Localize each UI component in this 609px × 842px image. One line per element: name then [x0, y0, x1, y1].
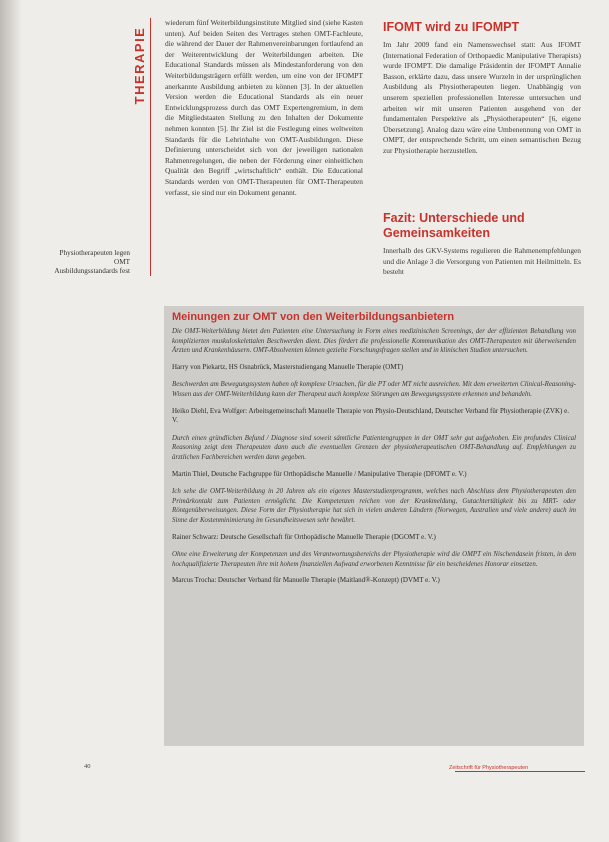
opinion-author: Rainer Schwarz: Deutsche Gesellschaft für Orthopädische Manuelle Therapie (DGOMT e. V.) — [172, 532, 436, 541]
section-divider — [150, 18, 151, 276]
body-column-right-fazit: Innerhalb des GKV-Systems regulieren die Rahmenempfehlungen und die Anlage 3 die Versorgung von Patienten mit Heilmitteln. Es besteht — [383, 246, 581, 277]
opinion-quote: Durch einen gründlichen Befund / Diagnose sind soweit sämtliche Patientengruppen in der OMT sehr gut aufgehoben. Ein profundes Clinical Reasoning zeigt dem Therapeuten dann auch die eventuellen Grenzen der physiotherapeutischen OMT-Behandlung auf. Empfehlungen zu ärztlichen Fachbereichen werden dann gegeben. — [172, 434, 576, 461]
opinion-author: Harry von Piekartz, HS Osnabrück, Masterstudiengang Manuelle Therapie (OMT) — [172, 362, 404, 371]
opinion-quote: Ohne eine Erweiterung der Kompetenzen und des Verantwortungsbereichs der Physiotherapie wird die OMPT ein Nischendasein fristen, in dem hochqualifizierte Therapeuten ihre mit hohem finanziellen Aufwand erworbenen Kenntnisse für ein bescheidenes Honorar einsetzen. — [172, 551, 576, 568]
opinion-author: Heiko Diehl, Eva Wolfger: Arbeitsgemeinschaft Manuelle Therapie von Physio-Deutschland, Deutscher Verband für Physiotherapie (ZVK) e. V. — [172, 406, 569, 425]
opinions-list — [172, 327, 576, 594]
opinion-author: Martin Thiel, Deutsche Fachgruppe für Orthopädische Manuelle / Manipulative Therapie (DFOMT e. V.) — [172, 469, 467, 478]
page-number: 40 — [84, 763, 91, 770]
heading-ifomt: IFOMT wird zu IFOMPT — [383, 20, 520, 34]
body-column-left: wiederum fünf Weiterbildungsinstitute Mitglied sind (siehe Kasten unten). Auf beiden Seiten des Vertrages stehen OMT-Fachleute, die während der Dauer der Rahmenvereinbarungen fortlaufend an der Weiterentwicklung der Weiterbildungen arbeiten. Die Educational Standards müssen als Mindestanforderung von den Weiterbildungsträgern erfüllt werden, um eine von der IFOMPT anerkannte Ausbildung anbieten zu können [3]. In der aktuellen Version werden die Educational Standards als ein neuer Entwicklungsprozess durch das OMT Expertengremium, in dem die Mitgliedstaaten Stellung zu den Inhalten der Dokumente nehmen konnten [5]. Ihr Ziel ist die Festlegung eines weltweiten Standards für die Lehrinhalte von OMT-Ausbildungen. Diese Definierung unterscheidet sich von der jeweiligen nationalen Rahmenregelungen, die neben der Förderung einer einheitlichen Qualität den Begriff „wirtschaftlich“ enthält. Die Educational Standards werden von OMT-Therapeuten für OMT-Therapeuten verfasst, sie sind nur ein Dokument genannt. — [165, 18, 363, 197]
opinions-box-title: Meinungen zur OMT von den Weiterbildungsanbietern — [172, 311, 455, 323]
body-column-right: Im Jahr 2009 fand ein Namenswechsel statt: Aus IFOMT (International Federation of Orthopaedic Manipulative Therapists) wurde IFOMPT. Die damalige Präsidentin der IFOMPT Annalie Basson, erklärte dazu, dass unsere Wurzeln in der ursprünglichen Ausbildung als Physiotherapeuten liegen. Unabhängig von unserem speziellen professionellen Interesse untersuchen und arbeiten wir mit unseren Patienten ausgehend von der fundamentalen Perspektive als „Physiotherapeuten“ [6, eigene Übersetzung]. Analog dazu wäre eine Umbenennung von OMT in OMPT, der entsprechende Schritt, um einen semantischen Bezug zur Physiotherapie herzustellen. — [383, 40, 581, 155]
journal-name: Zeitschrift für Physiotherapeuten — [449, 765, 529, 771]
opinion-author: Marcus Trocha: Deutscher Verband für Manuelle Therapie (Maitland®-Konzept) (DVMT e. V.) — [172, 576, 440, 585]
opinion-quote: Die OMT-Weiterbildung bietet den Patienten eine Untersuchung in Form eines medizinischen Screenings, der der effizienten Behandlung von komplizierten muskuloskelettalen Beschwerden dient. Dies fördert die professionelle Kommunikation des OMT-Therapeuten mit überweisenden Ärzten und Krankenhäusern. OMT-Absolventen können gezielte Forschungsfragen stellen und in klinischen Studien untersuchen. — [172, 328, 576, 355]
heading-fazit: Fazit: Unterschiede und Gemeinsamkeiten — [383, 211, 525, 240]
opinion-quote: Ich sehe die OMT-Weiterbildung in 20 Jahren als ein eigenes Masterstudienprogramm, welches nach Abschluss dem Physiotherapeuten den Primärkontakt zum Patienten ermöglicht. Die Kompetenzen reichen von der Krankmeldung, Gutachtertätigkeit bis zu MRT- oder Röntgenüberweisungen. Diese Form der Physiotherapie hat sich in vielen anderen Ländern (Norwegen, Australien und viele andere) auch im Sinne der Kostenminimierung im Gesundheitswesen sehr bewährt. — [172, 488, 576, 524]
opinion-quote: Beschwerden am Bewegungssystem haben oft komplexe Ursachen, für die PT oder MT nicht ausreichen. Mit dem erweiterten Clinical-Reasoning-Wissen aus der OMT-Weiterbildung kann der Therapeut auch komplexe Störungen am Bewegungssystem erkennen und behandeln. — [172, 381, 576, 398]
margin-note: Physiotherapeuten legen OMT Ausbildungsstandards fest — [54, 249, 130, 276]
footer-rule — [455, 771, 585, 772]
section-label: THERAPIE — [132, 26, 147, 105]
